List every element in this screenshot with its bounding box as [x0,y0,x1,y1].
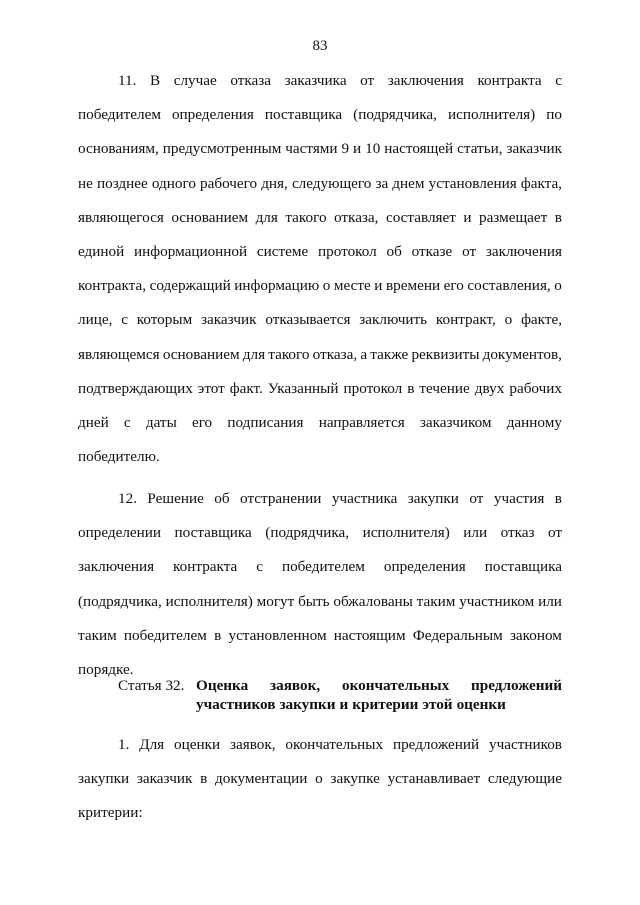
word: могут [256,592,295,610]
text-line [78,550,562,584]
word: контракта [477,72,542,89]
word: являющегося [78,208,164,226]
word: этой [422,696,453,713]
word: не [78,174,93,192]
paragraph-11 [78,64,562,474]
word: 10 [365,140,381,158]
word: с [123,413,131,431]
word: заключения [485,242,562,260]
word: по [546,106,562,124]
word: или [538,592,562,610]
word: в [214,626,222,644]
word: поставщика [484,558,562,576]
word: статьи, [457,140,503,158]
word: месте [333,277,371,295]
word: предложений [471,677,562,694]
word: победителем [281,558,365,576]
word: с [555,72,562,89]
text-line [78,728,562,762]
word: установленном [228,626,327,644]
word: Оценка [196,677,249,694]
text-line [78,167,562,201]
word: следующего [291,174,372,192]
word: рабочего [200,174,258,192]
word: времени [385,277,441,295]
word: и [339,696,349,713]
word: с [121,311,128,329]
word: в [407,379,415,397]
word: заказчик [136,770,193,788]
word: заказчик [506,140,562,158]
word: победителю. [78,448,160,466]
word: о [322,277,331,295]
word: (подрядчика, [265,524,350,542]
word: от [469,490,484,507]
word: участников [488,736,562,753]
word: документов, [482,345,562,363]
word: критерии: [78,804,143,822]
word: факта, [520,174,562,192]
word: случае [173,72,217,89]
word: такого [285,208,327,226]
word: этот [197,379,225,397]
word: определения [171,106,254,124]
word: отказа [230,72,272,89]
word: течение [419,379,470,397]
word: окончательных [341,677,450,694]
text-line [78,440,562,474]
word: Федеральным [412,626,503,644]
word: таким [78,626,117,644]
word: 1. [118,736,130,753]
word: заявок, [270,677,321,694]
word: такого [268,345,310,363]
text-line [78,98,562,132]
word: определения [383,558,466,576]
word: Для [139,736,165,753]
word: единой [78,242,125,260]
word: и [353,140,362,158]
word: окончательных [285,736,384,753]
word: для [242,345,266,363]
word: позднее [96,174,148,192]
word: поставщика [264,106,343,124]
word: порядке. [78,660,134,678]
word: рабочих [509,379,562,397]
text-line [78,796,562,830]
word: критерии [352,696,419,713]
word: от [547,524,562,542]
text-line [78,303,562,337]
word: о [315,770,323,788]
word: (подрядчика, [78,592,162,610]
word: его [191,413,213,431]
word: о [504,311,513,329]
word: участником [459,592,535,610]
word: содержащий [149,277,231,295]
text-line [78,482,562,516]
word: одного [151,174,196,192]
word: Решение [147,490,204,507]
word: или [463,524,488,542]
word: законом [509,626,562,644]
word: поставщика [174,524,252,542]
word: отказ [500,524,535,542]
word: являющемся [78,345,160,363]
paragraph-1 [78,728,562,831]
text-line [196,676,562,695]
word: настоящим [333,626,406,644]
word: а [360,345,368,363]
word: за [375,174,389,192]
word: для [255,208,278,226]
word: заключения [78,558,155,576]
word: участия [493,490,545,507]
word: закупке [330,770,380,788]
text-line [78,516,562,550]
word: контракта [173,558,238,576]
word: предложений [392,736,480,753]
word: предусмотренным [162,140,282,158]
word: информационной [134,242,248,260]
paragraph-12 [78,482,562,687]
word: подтверждающих [78,379,193,397]
word: дня, [261,174,288,192]
word: подписания [227,413,304,431]
text-line [78,235,562,269]
word: закупки [407,490,459,507]
word: установления [428,174,517,192]
word: протокол [318,242,377,260]
word: лице, [78,311,113,329]
word: с [256,558,263,576]
word: контракта, [78,277,147,295]
word: отказе [411,242,453,260]
word: в [554,490,562,507]
word: протокол [343,379,403,397]
word: основанием [162,345,240,363]
word: закупки [279,696,336,713]
word: обжалованы [333,592,413,610]
word: и [463,208,472,226]
word: устанавливает [387,770,481,788]
text-line [78,619,562,653]
article-title [196,676,562,713]
word: контракт, [435,311,496,329]
word: в [200,770,208,788]
word: направляется [318,413,405,431]
word: составления, [467,277,551,295]
word: заказчик [201,311,257,329]
word: быть [298,592,330,610]
word: 11. [118,72,137,89]
word: 12. [118,490,137,507]
word: отказывается [265,311,351,329]
word: частями [285,140,338,158]
word: (подрядчика, [353,106,437,124]
text-line [196,695,562,714]
word: оценки [174,736,221,753]
word: днем [392,174,425,192]
text-line [78,64,562,98]
word: также [370,345,409,363]
word: участника [331,490,398,507]
word: заключения [387,72,464,89]
word: заказчиком [419,413,492,431]
word: отказа, [334,208,379,226]
word: оценки [456,696,506,713]
word: составляет [385,208,456,226]
text-line [78,201,562,235]
text-line [78,132,562,166]
word: основанием [171,208,249,226]
word: исполнителя) [447,106,536,124]
word: даты [145,413,177,431]
word: закупки [78,770,130,788]
word: его [443,277,464,295]
word: исполнителя) [165,592,253,610]
word: факте, [521,311,562,329]
word: заключить [359,311,428,329]
word: победителем [123,626,207,644]
word: документации [215,770,308,788]
word: дней [78,413,109,431]
word: Указанный [267,379,339,397]
word: заказчика [284,72,347,89]
word: участников [196,696,276,713]
page-number: 83 [312,38,328,54]
word: двух [474,379,505,397]
text-line [78,269,562,303]
word: исполнителя) [362,524,450,542]
word: размещает [478,208,548,226]
word: 9 [341,140,350,158]
article-label: Статья 32. [118,677,185,694]
text-line [78,406,562,440]
word: от [360,72,375,89]
word: об [386,242,402,260]
word: и [374,277,383,295]
word: отстранении [240,490,322,507]
word: факт. [229,379,263,397]
word: которым [136,311,193,329]
word: заявок, [229,736,276,753]
word: следующие [487,770,562,788]
word: определении [78,524,162,542]
word: победителем [78,106,161,124]
word: данному [506,413,562,431]
text-line [78,585,562,619]
text-line [78,338,562,372]
word: от [462,242,477,260]
text-line [78,762,562,796]
word: реквизиты [411,345,480,363]
word: в [554,208,562,226]
word: отказа, [312,345,358,363]
word: системе [256,242,309,260]
word: основаниям, [78,140,159,158]
word: информацию [234,277,320,295]
article-32-heading [118,676,562,713]
text-line [78,372,562,406]
word: настоящей [384,140,454,158]
word: В [150,72,161,89]
word: таким [416,592,456,610]
word: о [554,277,562,295]
word: об [214,490,230,507]
